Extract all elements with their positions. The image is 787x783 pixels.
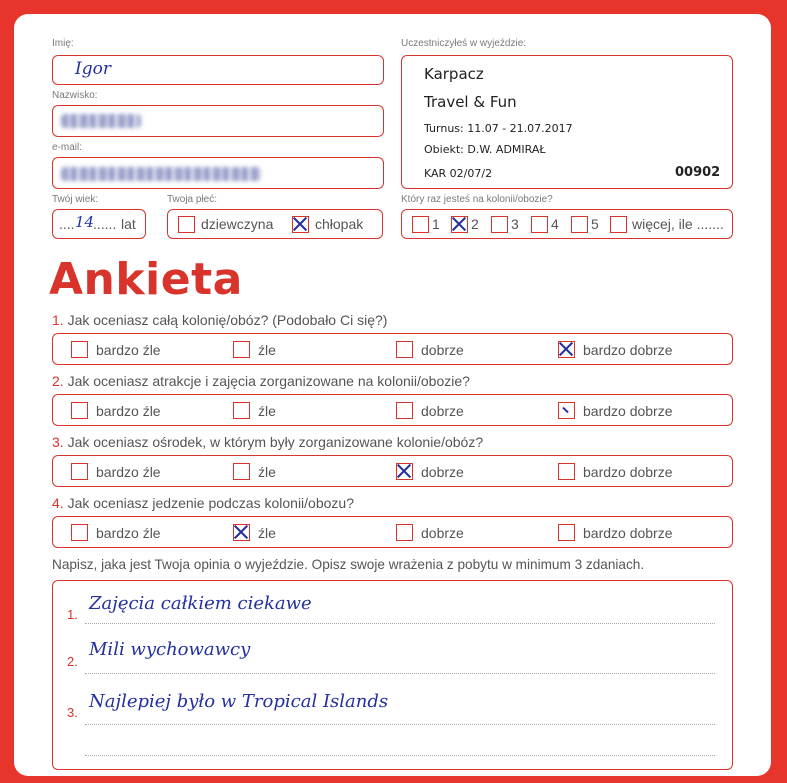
surname-field[interactable] bbox=[52, 105, 384, 137]
age-unit: lat bbox=[121, 216, 136, 232]
q1-zle-checkbox[interactable] bbox=[233, 341, 250, 358]
q3-zle-checkbox[interactable] bbox=[233, 463, 250, 480]
trip-box bbox=[401, 55, 733, 189]
question-2-options bbox=[52, 394, 733, 426]
times-2-checkbox[interactable] bbox=[451, 216, 468, 233]
q3-bardzo-zle-label: bardzo źle bbox=[96, 464, 161, 480]
q1-bardzo-dobrze-label: bardzo dobrze bbox=[583, 342, 673, 358]
opinion-line-3-number: 3. bbox=[67, 705, 78, 720]
opinion-line-4-rule bbox=[85, 755, 715, 756]
q3-bardzo-dobrze-checkbox[interactable] bbox=[558, 463, 575, 480]
q4-zle-checkbox[interactable] bbox=[233, 524, 250, 541]
trip-place: Karpacz bbox=[424, 65, 484, 83]
q3-dobrze-checkbox[interactable] bbox=[396, 463, 413, 480]
q1-bardzo-dobrze-checkbox[interactable] bbox=[558, 341, 575, 358]
q2-dobrze-checkbox[interactable] bbox=[396, 402, 413, 419]
trip-turnus: Turnus: 11.07 - 21.07.2017 bbox=[424, 122, 573, 135]
gender-girl-checkbox[interactable] bbox=[178, 216, 195, 233]
question-3-number: 3. bbox=[52, 434, 64, 450]
trip-company: Travel & Fun bbox=[424, 93, 517, 111]
times-3-label: 3 bbox=[511, 216, 519, 232]
survey-sheet bbox=[14, 14, 771, 776]
q2-dobrze-label: dobrze bbox=[421, 403, 464, 419]
gender-boy-checkbox[interactable] bbox=[292, 216, 309, 233]
question-4 bbox=[52, 495, 354, 511]
opinion-line-2-rule bbox=[85, 673, 715, 674]
q1-dobrze-label: dobrze bbox=[421, 342, 464, 358]
gender-label: Twoja płeć: bbox=[167, 194, 218, 205]
times-5-label: 5 bbox=[591, 216, 599, 232]
q3-bardzo-zle-checkbox[interactable] bbox=[71, 463, 88, 480]
times-more-label: więcej, ile ....... bbox=[632, 216, 724, 232]
trip-obiekt: Obiekt: D.W. ADMIRAŁ bbox=[424, 143, 546, 156]
opinion-line-1-rule bbox=[85, 623, 715, 624]
surname-label: Nazwisko: bbox=[52, 90, 98, 101]
q1-zle-label: źle bbox=[258, 342, 276, 358]
age-value: 14 bbox=[75, 213, 95, 231]
email-label: e-mail: bbox=[52, 142, 83, 153]
times-label: Który raz jesteś na kolonii/obozie? bbox=[401, 194, 553, 205]
times-1-label: 1 bbox=[432, 216, 440, 232]
times-4-checkbox[interactable] bbox=[531, 216, 548, 233]
q2-zle-checkbox[interactable] bbox=[233, 402, 250, 419]
opinion-line-2-number: 2. bbox=[67, 654, 78, 669]
opinion-line-1-text: Zajęcia całkiem ciekawe bbox=[89, 593, 312, 614]
question-1-number: 1. bbox=[52, 312, 64, 328]
opinion-prompt: Napisz, jaka jest Twoja opinia o wyjeździe. Opisz swoje wrażenia z pobytu w minimum 3 zdaniach. bbox=[52, 557, 645, 572]
email-field[interactable] bbox=[52, 157, 384, 189]
question-4-options bbox=[52, 516, 733, 548]
question-3 bbox=[52, 434, 483, 450]
question-1-text: Jak oceniasz całą kolonię/obóz? (Podobało Ci się?) bbox=[67, 312, 388, 328]
q1-dobrze-checkbox[interactable] bbox=[396, 341, 413, 358]
q4-dobrze-label: dobrze bbox=[421, 525, 464, 541]
q2-bardzo-dobrze-checkbox[interactable] bbox=[558, 402, 575, 419]
question-1 bbox=[52, 312, 387, 328]
gender-field bbox=[167, 209, 383, 239]
opinion-box[interactable] bbox=[52, 580, 733, 770]
name-value: Igor bbox=[75, 59, 111, 79]
times-3-checkbox[interactable] bbox=[491, 216, 508, 233]
gender-boy-label: chłopak bbox=[315, 216, 364, 232]
q1-bardzo-zle-label: bardzo źle bbox=[96, 342, 161, 358]
question-2-number: 2. bbox=[52, 373, 64, 389]
age-suffix: ...... bbox=[93, 216, 117, 232]
q3-bardzo-dobrze-label: bardzo dobrze bbox=[583, 464, 673, 480]
trip-number: 00902 bbox=[675, 165, 721, 180]
q1-bardzo-zle-checkbox[interactable] bbox=[71, 341, 88, 358]
name-field[interactable] bbox=[52, 55, 384, 85]
age-prefix: .... bbox=[59, 216, 75, 232]
opinion-line-1-number: 1. bbox=[67, 607, 78, 622]
times-more-checkbox[interactable] bbox=[610, 216, 627, 233]
q4-dobrze-checkbox[interactable] bbox=[396, 524, 413, 541]
times-field bbox=[401, 209, 733, 239]
question-1-options bbox=[52, 333, 733, 365]
question-2 bbox=[52, 373, 470, 389]
q4-bardzo-zle-checkbox[interactable] bbox=[71, 524, 88, 541]
q2-bardzo-zle-label: bardzo źle bbox=[96, 403, 161, 419]
times-4-label: 4 bbox=[551, 216, 559, 232]
q4-bardzo-dobrze-label: bardzo dobrze bbox=[583, 525, 673, 541]
trip-code: KAR 02/07/2 bbox=[424, 167, 493, 180]
age-label: Twój wiek: bbox=[52, 194, 99, 205]
opinion-line-3-text: Najlepiej było w Tropical Islands bbox=[89, 691, 389, 712]
q4-bardzo-zle-label: bardzo źle bbox=[96, 525, 161, 541]
trip-label: Uczestniczyłeś w wyjeździe: bbox=[401, 38, 527, 49]
question-3-text: Jak oceniasz ośrodek, w którym były zorganizowane kolonie/obóz? bbox=[67, 434, 484, 450]
q4-bardzo-dobrze-checkbox[interactable] bbox=[558, 524, 575, 541]
q4-zle-label: źle bbox=[258, 525, 276, 541]
opinion-line-2-text: Mili wychowawcy bbox=[89, 639, 251, 660]
question-4-text: Jak oceniasz jedzenie podczas kolonii/obozu? bbox=[67, 495, 354, 511]
question-2-text: Jak oceniasz atrakcje i zajęcia zorganizowane na kolonii/obozie? bbox=[67, 373, 470, 389]
survey-title: Ankieta bbox=[49, 254, 243, 305]
email-redacted bbox=[61, 167, 261, 181]
age-field[interactable] bbox=[52, 209, 146, 239]
surname-redacted bbox=[61, 114, 141, 128]
question-3-options bbox=[52, 455, 733, 487]
q3-dobrze-label: dobrze bbox=[421, 464, 464, 480]
question-4-number: 4. bbox=[52, 495, 64, 511]
q2-bardzo-zle-checkbox[interactable] bbox=[71, 402, 88, 419]
times-1-checkbox[interactable] bbox=[412, 216, 429, 233]
q2-zle-label: źle bbox=[258, 403, 276, 419]
q2-bardzo-dobrze-label: bardzo dobrze bbox=[583, 403, 673, 419]
name-label: Imię: bbox=[52, 38, 74, 49]
times-5-checkbox[interactable] bbox=[571, 216, 588, 233]
times-2-label: 2 bbox=[471, 216, 479, 232]
gender-girl-label: dziewczyna bbox=[201, 216, 274, 232]
opinion-line-3-rule bbox=[85, 724, 715, 725]
q3-zle-label: źle bbox=[258, 464, 276, 480]
